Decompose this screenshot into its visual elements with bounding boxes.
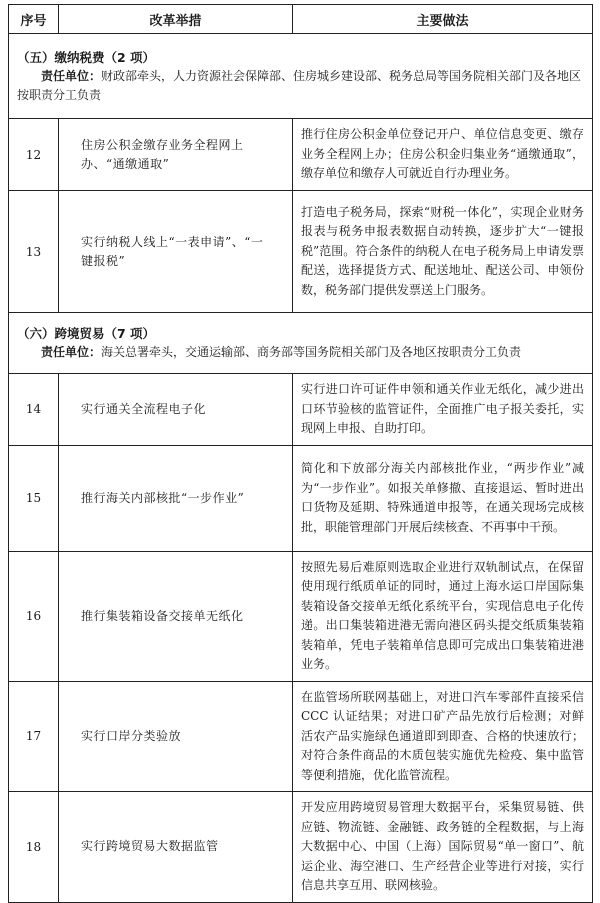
row-method: 按照先易后难原则选取企业进行双轨制试点，在保留使用现行纸质单证的同时，通过上海水运口岸国际集装箱设备交接单无纸化系统平台，实现信息电子化传递。出口集装箱进港无需向港区码头提交纸质集装箱装箱单，凭电子装箱单信息即可完成出口集装箱进港业务。 [293, 551, 593, 681]
reform-table-page [8, 4, 592, 903]
row-measure: 住房公积金缴存业务全程网上办、“通缴通取” [59, 119, 293, 191]
row-measure: 实行跨境贸易大数据监管 [59, 792, 293, 903]
row-measure: 实行纳税人线上“一表申请”、“一键报税” [59, 191, 293, 313]
table-row [9, 551, 593, 681]
row-no: 15 [9, 445, 59, 551]
responsibility-label: 责任单位： [41, 345, 102, 359]
reform-measures-table [8, 4, 593, 903]
section-title: （六）跨境贸易（7 项） [17, 326, 156, 341]
header-method: 主要做法 [293, 5, 593, 34]
table-row [9, 191, 593, 313]
row-no: 17 [9, 681, 59, 792]
section-header-row [9, 313, 593, 374]
table-row [9, 374, 593, 446]
header-no: 序号 [9, 5, 59, 34]
responsibility-text: 财政部牵头，人力资源社会保障部、住房城乡建设部、税务总局等国务院相关部门及各地区按职责分工负责 [17, 68, 582, 102]
row-method: 实行进口许可证件申领和通关作业无纸化，减少进出口环节验核的监管证件，全面推广电子报关委托，实现网上申报、自助打印。 [293, 374, 593, 446]
table-row [9, 792, 593, 903]
table-row [9, 119, 593, 191]
row-method: 开发应用跨境贸易管理大数据平台，采集贸易链、供应链、物流链、金融链、政务链的全程数据，与上海大数据中心、中国（上海）国际贸易“单一窗口”、航运企业、海空港口、生产经营企业等进行对接，实行信息共享互用、联网核验。 [293, 792, 593, 903]
responsibility-label: 责任单位： [41, 68, 102, 83]
row-no: 16 [9, 551, 59, 681]
row-method: 打造电子税务局，探索“财税一体化”，实现企业财务报表与税务申报表数据自动转换，逐步扩大“一键报税”范围。符合条件的纳税人在电子税务局上申请发票配送，选择提货方式、配送地址、配送公司、申领份数，税务部门提供发票送上门服务。 [293, 191, 593, 313]
row-no: 18 [9, 792, 59, 903]
row-method: 简化和下放部分海关内部核批作业，“两步作业”减为“一步作业”。如报关单修撤、直接退运、暂时进出口货物及延期、特殊通道申报等，在通关现场完成核批，职能管理部门开展后续核查、不再事中干预。 [293, 445, 593, 551]
row-no: 12 [9, 119, 59, 191]
table-header-row [9, 5, 593, 34]
responsibility-text: 海关总署牵头，交通运输部、商务部等国务院相关部门及各地区按职责分工负责 [101, 345, 522, 359]
row-no: 14 [9, 374, 59, 446]
section-header-cell [9, 34, 593, 119]
row-method: 在监管场所联网基础上，对进口汽车零部件直接采信 CCC 认证结果；对进口矿产品先放行后检测；对鲜活农产品实施绿色通道即到即查、合格的快速放行；对符合条件商品的木质包装实施优先检疫、集中监管等便利措施，优化监管流程。 [293, 681, 593, 792]
table-row [9, 445, 593, 551]
section-header-row [9, 34, 593, 119]
row-no: 13 [9, 191, 59, 313]
row-measure: 推行海关内部核批“一步作业” [59, 445, 293, 551]
row-measure: 实行通关全流程电子化 [59, 374, 293, 446]
section-title: （五）缴纳税费（2 项） [17, 49, 156, 65]
row-measure: 实行口岸分类验放 [59, 681, 293, 792]
row-method: 推行住房公积金单位登记开户、单位信息变更、缴存业务全程网上办；住房公积金归集业务“通缴通取”，缴存单位和缴存人可就近自行办理业务。 [293, 119, 593, 191]
header-measure: 改革举措 [59, 5, 293, 34]
table-row [9, 681, 593, 792]
section-header-cell [9, 313, 593, 374]
row-measure: 推行集装箱设备交接单无纸化 [59, 551, 293, 681]
